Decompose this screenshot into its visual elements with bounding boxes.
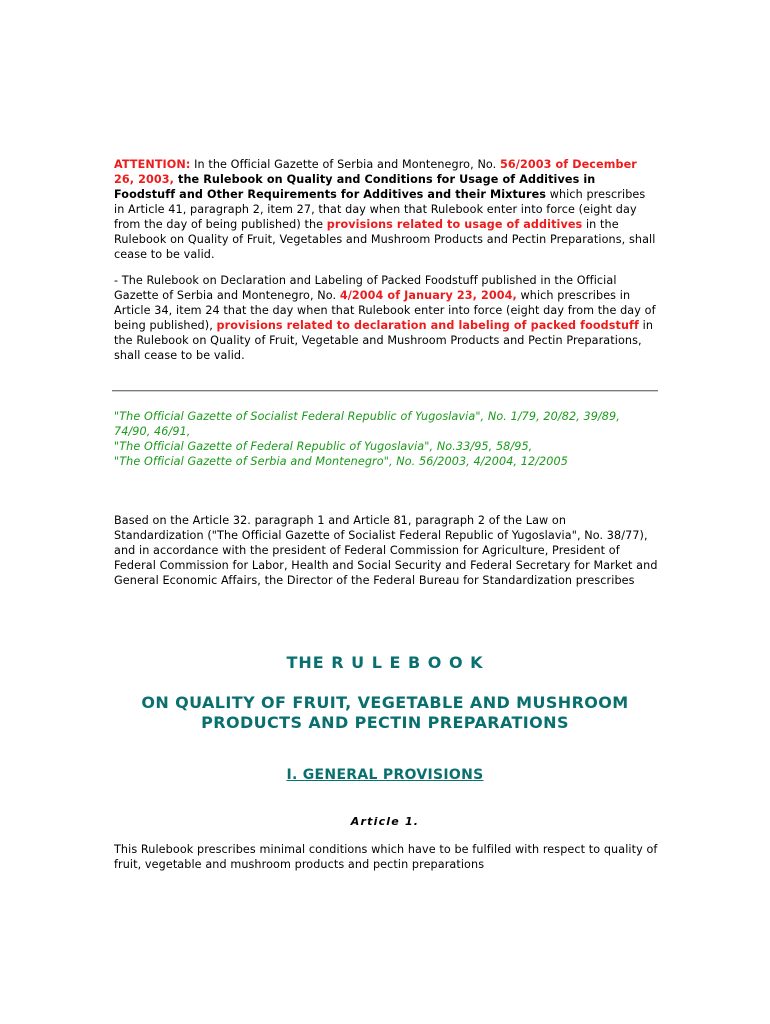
- article-heading: Article 1.: [350, 815, 420, 828]
- horizontal-divider: [112, 390, 658, 392]
- labeling-gazette-ref: 4/2004 of January 23, 2004,: [339, 289, 517, 302]
- labeling-text-2: which prescribes in Article 34, item 24 that the day when that Rulebook enter into force (eight day from the day of being published),: [114, 289, 656, 332]
- attention-rulebook-title: the Rulebook on Quality and Conditions for Usage of Additives in Foodstuff and Other Requirements for Additives and their Mixtures: [114, 173, 596, 201]
- attention-text-1: In the Official Gazette of Serbia and Montenegro, No.: [190, 158, 500, 171]
- attention-gazette-ref: 56/2003 of December 26, 2003,: [114, 158, 637, 186]
- attention-text-2: which prescribes in Article 41, paragraph 2, item 27, that day when that Rulebook enter into force (eight day from the day of being published) the: [114, 188, 646, 231]
- article-text: This Rulebook prescribes minimal conditions which have to be fulfiled with respect to quality of fruit, vegetable and mushroom products and pectin preparations: [114, 843, 658, 871]
- gazette-line: "The Official Gazette of Socialist Federal Republic of Yugoslavia", No. 1/79, 20/82, 39/89, 74/90, 46/91,: [114, 410, 620, 438]
- attention-label: ATTENTION:: [114, 158, 191, 171]
- labeling-provisions: provisions related to declaration and labeling of packed foodstuff: [216, 319, 639, 332]
- labeling-text-1: - The Rulebook on Declaration and Labeling of Packed Foodstuff published in the Official Gazette of Serbia and Montenegro, No.: [114, 274, 617, 302]
- preamble-paragraph: Based on the Article 32. paragraph 1 and Article 81, paragraph 2 of the Law on Standardization ("The Official Gazette of Socialist Federal Republic of Yugoslavia", No. 38/77), and in accordance with the president of Federal Commission for Agriculture, President of Federal Commission for Labor, Health and Social Security and Federal Secretary for Market and General Economic Affairs, the Director of the Federal Bureau for Standardization prescribes: [114, 514, 658, 587]
- rulebook-title: ON QUALITY OF FRUIT, VEGETABLE AND MUSHROOM PRODUCTS AND PECTIN PREPARATIONS: [141, 693, 629, 732]
- attention-text-3: in the Rulebook on Quality of Fruit, Vegetables and Mushroom Products and Pectin Preparations, shall cease to be valid.: [114, 218, 656, 261]
- attention-provisions: provisions related to usage of additives: [326, 218, 583, 231]
- labeling-paragraph: [114, 273, 659, 363]
- gazette-references: [114, 409, 659, 469]
- section-heading: I. GENERAL PROVISIONS: [286, 767, 484, 783]
- rulebook-heading: THE R U L E B O O K: [286, 653, 484, 672]
- attention-paragraph: [114, 157, 659, 262]
- labeling-text-3: in the Rulebook on Quality of Fruit, Vegetable and Mushroom Products and Pectin Preparations, shall cease to be valid.: [114, 319, 654, 362]
- gazette-line: "The Official Gazette of Serbia and Montenegro", No. 56/2003, 4/2004, 12/2005: [114, 455, 568, 468]
- gazette-line: "The Official Gazette of Federal Republic of Yugoslavia", No.33/95, 58/95,: [114, 440, 533, 453]
